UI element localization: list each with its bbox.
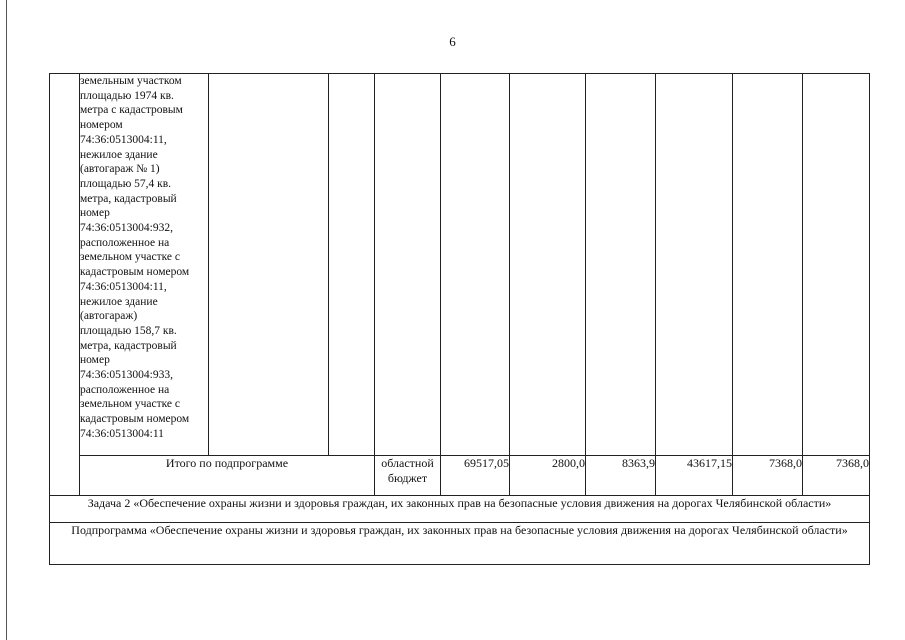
empty-cell	[510, 74, 586, 456]
description-cell	[80, 74, 209, 456]
description-line: 74:36:0513004:11,	[80, 133, 167, 146]
description-line: 74:36:0513004:933,	[80, 369, 173, 382]
description-line: 74:36:0513004:11,	[80, 280, 167, 293]
description-line: метра с кадастровым	[80, 104, 183, 117]
number-cell	[50, 74, 80, 496]
description-line: площадью 1974 кв.	[80, 89, 174, 102]
description-line: кадастровым номером	[80, 413, 190, 426]
description-line: нежилое здание	[80, 148, 158, 161]
description-line: площадью 158,7 кв.	[80, 324, 177, 337]
program-table	[49, 73, 870, 565]
description-line: (автогараж)	[80, 310, 138, 323]
description-line: площадью 57,4 кв.	[80, 177, 172, 190]
budget-source: областной бюджет	[375, 456, 441, 496]
subprogram-heading: Подпрограмма «Обеспечение охраны жизни и здоровья граждан, их законных прав на безопасные условия движения на дорогах Челябинской области»	[50, 523, 870, 565]
empty-cell	[209, 74, 329, 456]
itogo-label: Итого по подпрограмме	[80, 456, 375, 496]
page-number: 6	[449, 34, 456, 49]
description-line: номер	[80, 354, 110, 367]
page-binding-line	[6, 0, 7, 640]
empty-cell	[803, 74, 870, 456]
table-row-description	[50, 74, 870, 456]
empty-cell	[586, 74, 656, 456]
empty-cell	[656, 74, 733, 456]
description-line: расположенное на	[80, 383, 170, 396]
description-line: 74:36:0513004:932,	[80, 222, 173, 235]
empty-cell	[375, 74, 441, 456]
description-line: расположенное на	[80, 236, 170, 249]
description-line: кадастровым номером	[80, 266, 190, 279]
description-line: номером	[80, 119, 123, 132]
description-line: метра, кадастровый	[80, 192, 177, 205]
empty-cell	[329, 74, 375, 456]
itogo-value: 7368,0	[803, 456, 870, 496]
itogo-value: 8363,9	[586, 456, 656, 496]
empty-cell	[733, 74, 803, 456]
itogo-value: 43617,15	[656, 456, 733, 496]
table-row-itogo	[50, 456, 870, 496]
description-line: земельным участком	[80, 75, 182, 87]
itogo-value: 2800,0	[510, 456, 586, 496]
description-line: (автогараж № 1)	[80, 163, 160, 176]
description-line: земельном участке с	[80, 398, 181, 411]
description-line: земельном участке с	[80, 251, 181, 264]
empty-cell	[441, 74, 510, 456]
itogo-value: 69517,05	[441, 456, 510, 496]
task-heading: Задача 2 «Обеспечение охраны жизни и здоровья граждан, их законных прав на безопасные условия движения на дорогах Челябинской области»	[50, 496, 870, 523]
table-row-subprogram	[50, 523, 870, 565]
description-line: нежилое здание	[80, 295, 158, 308]
itogo-value: 7368,0	[733, 456, 803, 496]
description-line: 74:36:0513004:11	[80, 427, 164, 440]
description-line: метра, кадастровый	[80, 339, 177, 352]
table-row-task	[50, 496, 870, 523]
description-line: номер	[80, 207, 110, 220]
description-text	[80, 74, 208, 442]
